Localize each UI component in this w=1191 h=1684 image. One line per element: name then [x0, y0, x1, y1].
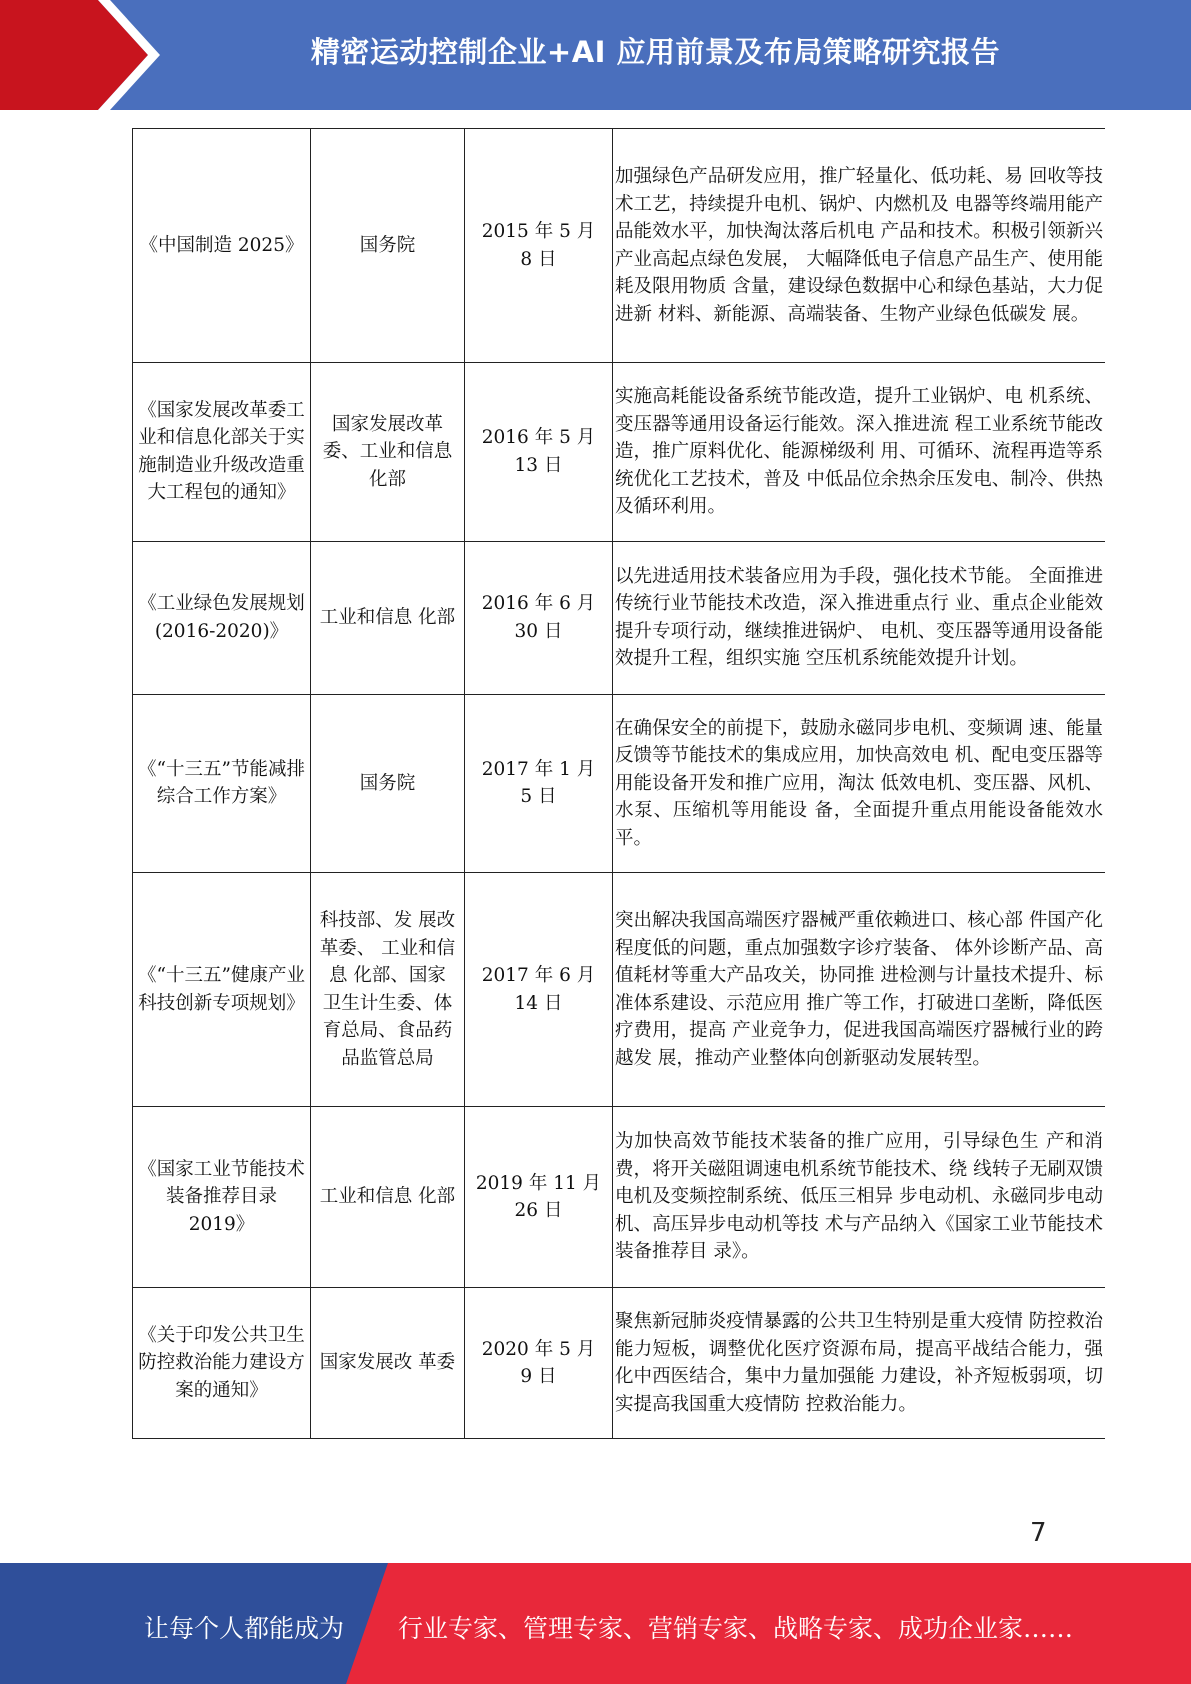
- department: 国家发展改革委、工业和信息化部: [322, 413, 453, 490]
- policy-name-cell: [133, 541, 311, 694]
- policy-description: 实施高耗能设备系统节能改造，提升工业锅炉、电 机系统、变压器等通用设备运行能效。深入推进流 程工业系统节能改造，推广原料优化、能源梯级利 用、可循环、流程再造等系统优化工艺技术，普及 中低品位余热余压发电、制冷、供热及循环利用。: [615, 386, 1103, 517]
- table-row: [133, 1288, 1106, 1439]
- table-row: [133, 129, 1106, 363]
- report-title: 精密运动控制企业+AI 应用前景及布局策略研究报告: [310, 34, 1001, 69]
- department: 国务院: [359, 772, 416, 794]
- table-row: [133, 363, 1106, 542]
- department: 国务院: [359, 234, 416, 256]
- department-cell: [311, 541, 465, 694]
- policy-description: 聚焦新冠肺炎疫情暴露的公共卫生特别是重大疫情 防控救治能力短板，调整优化医疗资源布局，提高平战结合能力，强化中西医结合，集中力量加强能 力建设，补齐短板弱项，切实提高我国重大疫情防 控救治能力。: [615, 1311, 1103, 1415]
- policy-name: 《中国制造 2025》: [139, 234, 304, 256]
- page-number: 7: [1030, 1518, 1047, 1548]
- date-cell: [465, 129, 613, 363]
- issue-date: 2015 年 5 月 8 日: [481, 221, 596, 270]
- department: 工业和信息 化部: [319, 1186, 456, 1208]
- date-cell: [465, 694, 613, 873]
- policy-description: 为加快高效节能技术装备的推广应用，引导绿色生 产和消费，将开关磁阻调速电机系统节能技术、绕 线转子无刷双馈电机及变频控制系统、低压三相异 步电动机、永磁同步电动机、高压异步电动机等技 术与产品纳入《国家工业节能技术装备推荐目 录》。: [615, 1131, 1103, 1263]
- department: 工业和信息 化部: [319, 606, 456, 628]
- table-row: [133, 541, 1106, 694]
- policy-name-cell: [133, 694, 311, 873]
- issue-date: 2019 年 11 月 26 日: [475, 1172, 602, 1221]
- policy-table: [132, 128, 1105, 1439]
- department-cell: [311, 363, 465, 542]
- department-cell: [311, 129, 465, 363]
- date-cell: [465, 363, 613, 542]
- policy-name-cell: [133, 1288, 311, 1439]
- department: 国家发展改 革委: [319, 1352, 456, 1374]
- date-cell: [465, 873, 613, 1107]
- policy-description: 加强绿色产品研发应用，推广轻量化、低功耗、易 回收等技术工艺，持续提升电机、锅炉、内燃机及 电器等终端用能产品能效水平，加快淘汰落后机电 产品和技术。积极引领新兴产业高起点绿色发展， 大幅降低电子信息产品生产、使用能耗及限用物质 含量，建设绿色数据中心和绿色基站，大力促进新 材料、新能源、高端装备、生物产业绿色低碳发 展。: [615, 166, 1103, 325]
- issue-date: 2020 年 5 月 9 日: [481, 1338, 596, 1387]
- table-row: [133, 873, 1106, 1107]
- footer-slogan-left: 让每个人都能成为: [144, 1614, 345, 1643]
- footer-banner: [0, 1563, 1191, 1684]
- description-cell: [613, 694, 1106, 873]
- policy-description: 突出解决我国高端医疗器械严重依赖进口、核心部 件国产化程度低的问题，重点加强数字诊疗装备、 体外诊断产品、高值耗材等重大产品攻关，协同推 进检测与计量技术提升、标准体系建设、示范应用 推广等工作，打破进口垄断，降低医疗费用，提高 产业竞争力，促进我国高端医疗器械行业的跨越发 展，推动产业整体向创新驱动发展转型。: [615, 910, 1103, 1069]
- policy-name-cell: [133, 873, 311, 1107]
- department: 科技部、发 展改革委、 工业和信息 化部、国家 卫生计生委、体育总局、食品药 品监管总局: [319, 910, 456, 1069]
- policy-name: 《工业绿色发展规划(2016-2020)》: [138, 593, 305, 642]
- policy-description: 以先进适用技术装备应用为手段，强化技术节能。 全面推进传统行业节能技术改造，深入推进重点行 业、重点企业能效提升专项行动，继续推进锅炉、 电机、变压器等通用设备能效提升工程，组织实施 空压机系统能效提升计划。: [615, 565, 1103, 669]
- date-cell: [465, 541, 613, 694]
- description-cell: [613, 1288, 1106, 1439]
- policy-name: 《国家工业节能技术装备推荐目录 2019》: [138, 1158, 305, 1235]
- description-cell: [613, 363, 1106, 542]
- policy-description: 在确保安全的前提下，鼓励永磁同步电机、变频调 速、能量反馈等节能技术的集成应用，加快高效电 机、配电变压器等用能设备开发和推广应用，淘汰 低效电机、变压器、风机、水泵、压缩机等用能设 备，全面提升重点用能设备能效水平。: [615, 717, 1103, 849]
- department-cell: [311, 1107, 465, 1288]
- date-cell: [465, 1107, 613, 1288]
- issue-date: 2016 年 6 月 30 日: [481, 593, 596, 642]
- header-banner: [0, 0, 1191, 110]
- table-row: [133, 694, 1106, 873]
- policy-name: 《国家发展改革委工业和信息化部关于实施制造业升级改造重大工程包的通知》: [138, 399, 305, 504]
- issue-date: 2017 年 1 月 5 日: [481, 758, 596, 808]
- policy-name-cell: [133, 1107, 311, 1288]
- policy-name: 《“十三五”节能减排综合工作方案》: [138, 758, 305, 808]
- date-cell: [465, 1288, 613, 1439]
- description-cell: [613, 1107, 1106, 1288]
- footer-slogan-right: 行业专家、管理专家、营销专家、战略专家、成功企业家……: [398, 1614, 1074, 1643]
- issue-date: 2017 年 6 月 14 日: [481, 965, 596, 1014]
- table-row: [133, 1107, 1106, 1288]
- description-cell: [613, 129, 1106, 363]
- description-cell: [613, 541, 1106, 694]
- policy-name-cell: [133, 129, 311, 363]
- description-cell: [613, 873, 1106, 1107]
- policy-name: 《“十三五”健康产业科技创新专项规划》: [138, 965, 305, 1014]
- department-cell: [311, 873, 465, 1107]
- policy-name-cell: [133, 363, 311, 542]
- policy-name: 《关于印发公共卫生防控救治能力建设方案的通知》: [138, 1324, 305, 1401]
- department-cell: [311, 1288, 465, 1439]
- issue-date: 2016 年 5 月 13 日: [481, 427, 596, 476]
- department-cell: [311, 694, 465, 873]
